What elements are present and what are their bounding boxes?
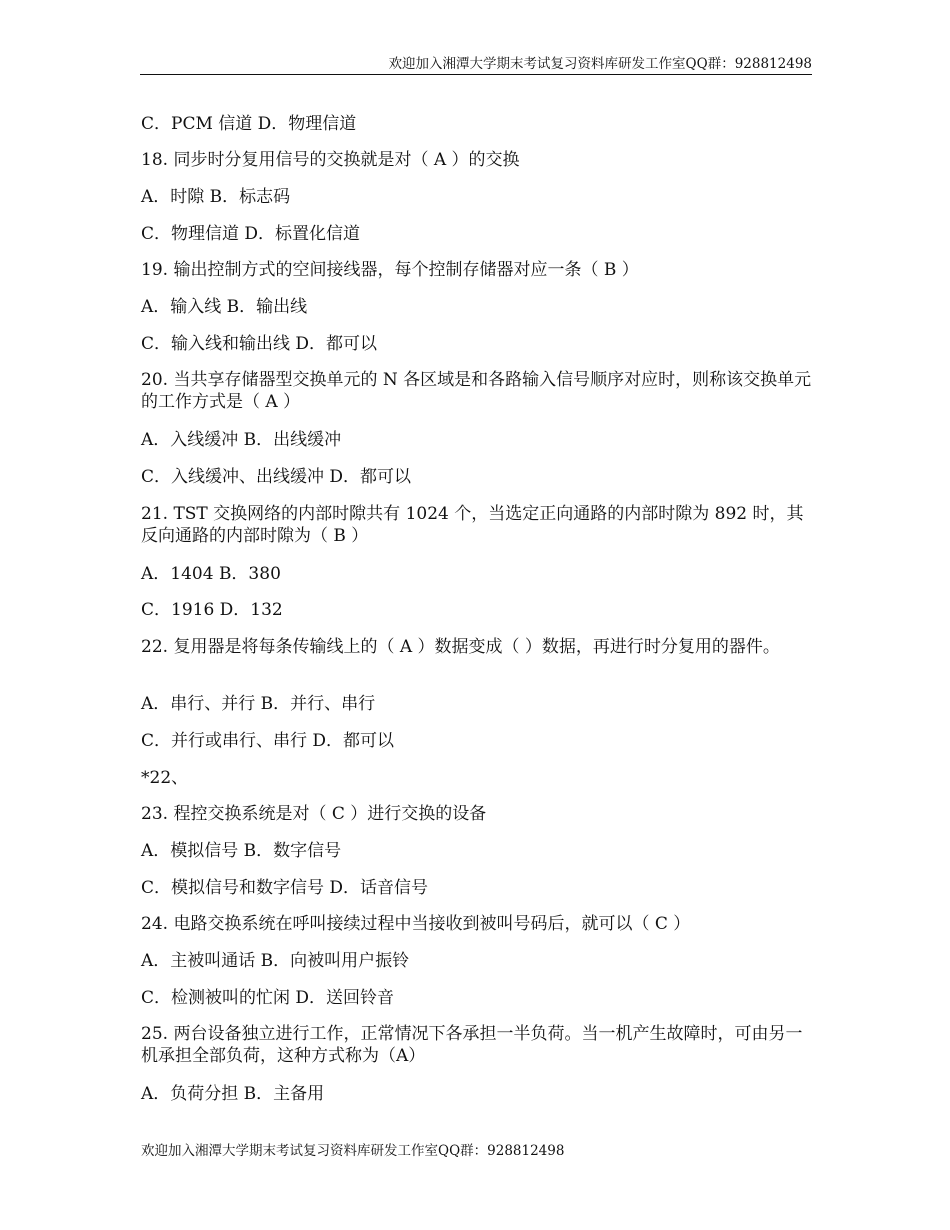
- page-footer: 欢迎加入湘潭大学期末考试复习资料库研发工作室QQ群：928812498: [141, 1143, 565, 1159]
- question-19: 19. 输出控制方式的空间接线器，每个控制存储器对应一条（ B ）: [141, 260, 639, 280]
- option-line: C．并行或串行、串行 D．都可以: [141, 731, 395, 751]
- option-line: A．负荷分担 B．主备用: [141, 1084, 325, 1104]
- option-line: C．1916 D．132: [141, 600, 283, 620]
- header-divider: [140, 74, 812, 75]
- page-header: 欢迎加入湘潭大学期末考试复习资料库研发工作室QQ群：928812498: [388, 56, 812, 72]
- option-line: C．检测被叫的忙闲 D．送回铃音: [141, 988, 395, 1008]
- question-21: 21. TST 交换网络的内部时隙共有 1024 个，当选定正向通路的内部时隙为 892 时，其反向通路的内部时隙为（ B ）: [141, 504, 804, 546]
- option-line: A．输入线 B．输出线: [141, 297, 308, 317]
- option-line: A．串行、并行 B．并行、串行: [141, 694, 376, 714]
- option-line: A．主被叫通话 B．向被叫用户振铃: [141, 951, 410, 971]
- question-18: 18. 同步时分复用信号的交换就是对（ A ）的交换: [141, 150, 520, 170]
- question-23: 23. 程控交换系统是对（ C ）进行交换的设备: [141, 804, 487, 824]
- option-line: A．模拟信号 B．数字信号: [141, 841, 342, 861]
- option-line: C．入线缓冲、出线缓冲 D．都可以: [141, 467, 412, 487]
- question-20: 20. 当共享存储器型交换单元的 N 各区域是和各路输入信号顺序对应时，则称该交换单元的工作方式是（ A ）: [141, 370, 812, 412]
- option-line: A．1404 B．380: [141, 564, 281, 584]
- option-line: C．PCM 信道 D．物理信道: [141, 114, 357, 134]
- option-line: C．物理信道 D．标置化信道: [141, 224, 361, 244]
- option-line: A．入线缓冲 B．出线缓冲: [141, 430, 342, 450]
- option-line: C．输入线和输出线 D．都可以: [141, 334, 378, 354]
- option-line: C．模拟信号和数字信号 D．话音信号: [141, 878, 429, 898]
- option-line: A．时隙 B．标志码: [141, 187, 291, 207]
- question-22-starred: *22、: [141, 768, 189, 788]
- question-24: 24. 电路交换系统在呼叫接续过程中当接收到被叫号码后，就可以（ C ）: [141, 914, 691, 934]
- question-25: 25. 两台设备独立进行工作，正常情况下各承担一半负荷。当一机产生故障时，可由另一机承担全部负荷，这种方式称为（A）: [141, 1024, 803, 1066]
- question-22: 22. 复用器是将每条传输线上的（ A ）数据变成（ ）数据，再进行时分复用的器件。: [141, 637, 780, 657]
